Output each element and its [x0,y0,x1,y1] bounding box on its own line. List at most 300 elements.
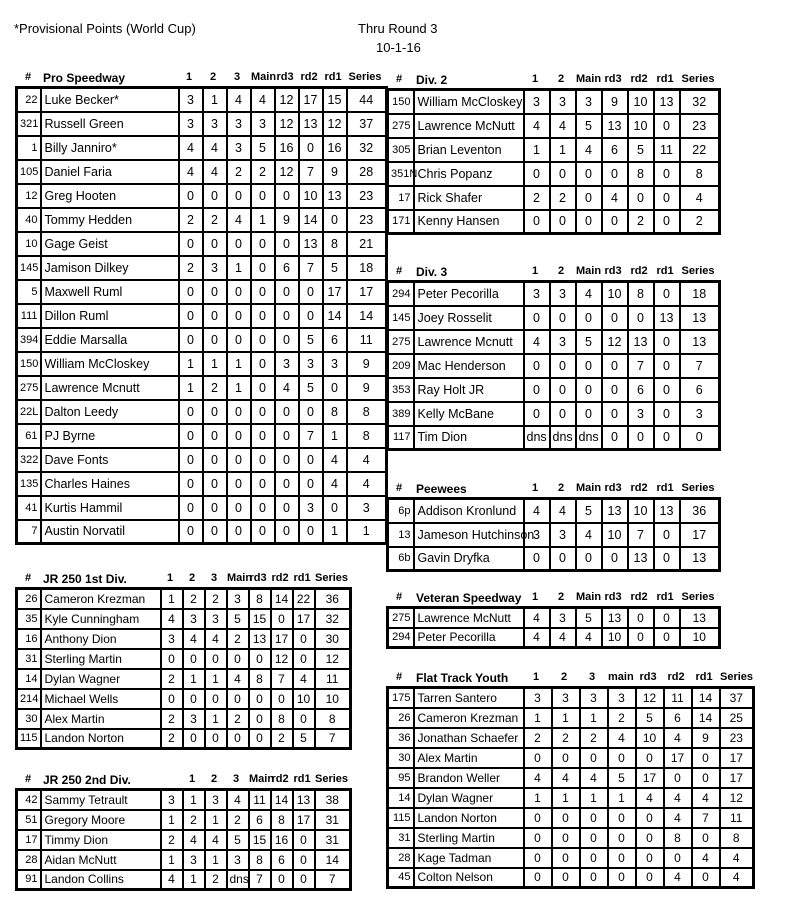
points-cell: 1 [205,709,227,729]
column-header: main [608,671,634,683]
rider-number: 91 [17,870,41,890]
points-cell: 0 [299,280,323,304]
points-cell: 0 [275,472,299,496]
rider-name: Kurtis Hammil [41,496,179,520]
points-cell: 11 [720,808,754,828]
points-cell: 14 [271,790,293,810]
standings-table [386,280,721,451]
column-header: 3 [232,773,240,785]
points-cell: 13 [680,608,720,628]
points-cell: 12 [275,112,299,136]
points-cell: 0 [628,608,654,628]
points-cell: 3 [161,629,183,649]
points-cell: 0 [183,689,205,709]
points-cell: 0 [636,748,664,768]
section-veteran-speedway [386,588,721,649]
points-cell: 5 [628,138,654,162]
column-header: rd3 [249,572,267,584]
rider-name: Mac Henderson [414,354,524,378]
rider-name: Colton Nelson [414,868,524,888]
points-cell: 4 [323,448,347,472]
points-cell: 4 [275,376,299,400]
points-cell: 0 [323,208,347,232]
points-cell: 17 [347,280,387,304]
rider-number: 145 [17,256,41,280]
points-cell: 3 [552,688,580,708]
points-cell: 0 [654,354,680,378]
points-cell: 0 [628,426,654,450]
points-cell: 10 [628,499,654,523]
rider-name: Gavin Dryfka [414,547,524,571]
points-cell: 11 [347,328,387,352]
column-header: rd1 [695,671,713,683]
points-cell: 36 [680,499,720,523]
points-cell: 4 [692,848,720,868]
rider-number: 45 [388,868,414,888]
rider-name: PJ Byrne [41,424,179,448]
rider-name: Jameson Hutchinson [414,523,524,547]
points-cell: 4 [664,808,692,828]
points-cell: 0 [602,402,628,426]
points-cell: 0 [227,328,251,352]
points-cell: 3 [251,112,275,136]
rider-name: Peter Pecorilla [414,282,524,306]
points-cell: 1 [347,520,387,544]
standings-table [386,686,755,889]
standings-table [15,788,352,891]
points-cell: 2 [179,256,203,280]
rider-number: 6p [388,499,414,523]
rider-name: Dave Fonts [41,448,179,472]
rider-number: 26 [388,708,414,728]
rider-name: Luke Becker* [41,88,179,112]
column-header: Main [249,773,275,785]
points-cell: 0 [205,649,227,669]
points-cell: 14 [323,304,347,328]
points-cell: 0 [179,280,203,304]
points-cell: 0 [580,808,608,828]
column-header: rd2 [300,71,318,83]
points-cell: 2 [161,830,183,850]
section-title: Peewees [416,482,467,496]
points-cell: 2 [552,728,580,748]
points-cell: 0 [608,828,636,848]
rider-name: Peter Pecorilla [414,628,524,648]
points-cell: 0 [275,448,299,472]
points-cell: 0 [323,376,347,400]
points-cell: 0 [576,378,602,402]
points-cell: 0 [654,162,680,186]
points-cell: 12 [602,330,628,354]
date-label: 10-1-16 [376,40,421,55]
points-cell: 0 [654,547,680,571]
points-cell: 3 [203,112,227,136]
points-cell: 4 [227,208,251,232]
hash-header: # [25,572,32,584]
points-cell: 5 [299,376,323,400]
column-header: rd1 [656,73,674,85]
points-cell: 3 [299,496,323,520]
column-header: 3 [588,671,596,683]
points-cell: 0 [608,848,636,868]
points-cell: 0 [251,352,275,376]
points-cell: 0 [654,210,680,234]
points-cell: 0 [275,304,299,328]
points-cell: 0 [524,808,552,828]
points-cell: 9 [347,352,387,376]
column-header: 2 [557,73,565,85]
section-jr250-2nd-div [15,770,352,891]
points-cell: 4 [203,160,227,184]
rider-number: 6b [388,547,414,571]
points-cell: 18 [347,256,387,280]
section-header [15,770,349,788]
rider-number: 353 [388,378,414,402]
table-row [388,728,754,748]
column-header: 1 [532,671,540,683]
column-header: 3 [210,572,218,584]
points-cell: 0 [179,304,203,328]
points-cell: 10 [602,628,628,648]
points-cell: 0 [251,472,275,496]
points-cell: 0 [275,328,299,352]
points-cell: 5 [251,136,275,160]
column-header: rd3 [276,71,294,83]
points-cell: 1 [161,589,183,609]
rider-name: Dylan Wagner [414,788,524,808]
points-cell: 3 [203,256,227,280]
points-cell: 0 [636,848,664,868]
table-row [17,160,387,184]
rider-number: 41 [17,496,41,520]
column-header: rd2 [271,572,289,584]
points-cell: 3 [179,88,203,112]
points-cell: 17 [299,88,323,112]
points-cell: 0 [227,184,251,208]
points-cell: 3 [608,688,636,708]
points-cell: 0 [692,868,720,888]
points-cell: 0 [275,520,299,544]
points-cell: 13 [299,112,323,136]
points-cell: 0 [179,184,203,208]
points-cell: 0 [179,520,203,544]
rider-number: 322 [17,448,41,472]
points-cell: 8 [347,400,387,424]
rider-number: 105 [17,160,41,184]
points-cell: 2 [161,729,183,749]
rider-name: Timmy Dion [41,830,161,850]
table-row [17,208,387,232]
points-cell: 0 [227,304,251,328]
table-row [17,136,387,160]
table-row [17,232,387,256]
points-cell: 11 [664,688,692,708]
points-cell: 1 [227,352,251,376]
points-cell: 3 [524,282,550,306]
points-cell: 0 [636,868,664,888]
points-cell: 1 [179,376,203,400]
points-cell: 0 [654,628,680,648]
points-cell: 0 [251,520,275,544]
column-header: Main [576,591,602,603]
points-cell: 2 [205,589,227,609]
table-row [17,790,351,810]
rider-name: Brandon Weller [414,768,524,788]
table-row [388,162,720,186]
rider-name: Aidan McNutt [41,850,161,870]
column-header: rd1 [293,773,311,785]
rider-number: 305 [388,138,414,162]
rider-name: Sammy Tetrault [41,790,161,810]
rider-number: 111 [17,304,41,328]
points-cell: 13 [654,90,680,114]
points-cell: 12 [720,788,754,808]
column-header: Main [576,73,602,85]
points-cell: 30 [315,629,351,649]
points-cell: 3 [347,496,387,520]
points-cell: 0 [680,426,720,450]
points-cell: 11 [315,669,351,689]
points-cell: 0 [636,808,664,828]
points-cell: 4 [692,788,720,808]
column-header: Main [227,572,253,584]
points-cell: 0 [203,304,227,328]
points-cell: 0 [602,426,628,450]
hash-header: # [25,773,32,785]
points-cell: 0 [550,162,576,186]
points-cell: 15 [249,830,271,850]
points-cell: 1 [323,520,347,544]
rider-number: 7 [17,520,41,544]
points-cell: 0 [654,282,680,306]
points-cell: 0 [183,649,205,669]
points-cell: dns [227,870,249,890]
points-cell: 4 [183,629,205,649]
points-cell: 13 [602,499,628,523]
table-row [388,523,720,547]
section-title: Pro Speedway [43,71,126,85]
rider-number: 14 [17,669,41,689]
points-cell: 0 [251,448,275,472]
column-header: rd3 [639,671,657,683]
points-cell: 5 [293,729,315,749]
points-cell: 10 [636,728,664,748]
points-cell: 23 [347,208,387,232]
points-cell: 1 [608,788,636,808]
table-row [388,808,754,828]
points-cell: 0 [251,424,275,448]
points-cell: 4 [524,330,550,354]
points-cell: 0 [227,472,251,496]
points-cell: 23 [680,114,720,138]
table-row [17,689,351,709]
points-cell: 7 [299,160,323,184]
rider-name: Rick Shafer [414,186,524,210]
points-cell: 3 [580,688,608,708]
points-cell: 15 [249,609,271,629]
rider-number: 30 [17,709,41,729]
points-cell: 0 [227,232,251,256]
table-row [17,850,351,870]
rider-number: 117 [388,426,414,450]
points-cell: 0 [293,629,315,649]
points-cell: 17 [323,280,347,304]
rider-name: Michael Wells [41,689,161,709]
points-cell: 3 [227,112,251,136]
rider-number: 40 [17,208,41,232]
points-cell: 4 [179,136,203,160]
rider-name: Gregory Moore [41,810,161,830]
rider-number: 145 [388,306,414,330]
points-cell: 13 [249,629,271,649]
points-cell: 4 [203,136,227,160]
points-cell: 7 [299,256,323,280]
column-header: 1 [188,773,196,785]
points-cell: 3 [524,523,550,547]
table-row [17,400,387,424]
table-row [388,114,720,138]
points-cell: 4 [680,186,720,210]
rider-number: 321 [17,112,41,136]
rider-name: Eddie Marsalla [41,328,179,352]
points-cell: 0 [524,354,550,378]
points-cell: 4 [608,728,636,748]
points-cell: 1 [552,788,580,808]
points-cell: 14 [271,589,293,609]
points-cell: 0 [275,184,299,208]
points-cell: 3 [183,609,205,629]
rider-number: 389 [388,402,414,426]
points-cell: 10 [299,184,323,208]
points-cell: 2 [680,210,720,234]
points-cell: 4 [323,472,347,496]
points-cell: 0 [203,280,227,304]
points-cell: 0 [179,472,203,496]
hash-header: # [396,265,403,277]
column-header: rd1 [324,71,342,83]
points-cell: 7 [315,729,351,749]
points-cell: 0 [299,448,323,472]
points-cell: dns [524,426,550,450]
rider-name: Tommy Hedden [41,208,179,232]
points-cell: 2 [183,810,205,830]
column-header: rd1 [656,482,674,494]
points-cell: 13 [602,608,628,628]
rider-number: 10 [17,232,41,256]
points-cell: 1 [524,708,552,728]
points-cell: 4 [524,628,550,648]
points-cell: 4 [205,830,227,850]
points-cell: 12 [315,649,351,669]
points-cell: 2 [227,160,251,184]
points-cell: 2 [608,708,636,728]
points-cell: 12 [323,112,347,136]
points-cell: 17 [720,748,754,768]
rider-name: Kyle Cunningham [41,609,161,629]
points-cell: 0 [161,689,183,709]
points-cell: 12 [275,88,299,112]
table-row [388,499,720,523]
points-cell: 17 [293,810,315,830]
points-cell: 0 [293,830,315,850]
points-cell: 4 [550,499,576,523]
hash-header: # [396,73,403,85]
column-header: 2 [560,671,568,683]
rider-number: 394 [17,328,41,352]
points-cell: 0 [524,547,550,571]
points-cell: 3 [550,608,576,628]
points-cell: 0 [552,848,580,868]
points-cell: 15 [323,88,347,112]
points-cell: 0 [524,378,550,402]
points-cell: 0 [654,426,680,450]
points-cell: 16 [275,136,299,160]
points-cell: 25 [720,708,754,728]
points-cell: 4 [524,499,550,523]
points-cell: 0 [580,748,608,768]
table-row [388,306,720,330]
standings-table [386,88,721,235]
table-row [388,282,720,306]
column-header: Series [720,671,754,683]
points-cell: 0 [654,402,680,426]
rider-number: 31 [388,828,414,848]
points-cell: 0 [628,186,654,210]
table-row [388,848,754,868]
points-cell: 0 [271,870,293,890]
rider-name: Brian Leventon [414,138,524,162]
rider-name: Landon Norton [414,808,524,828]
rider-number: 275 [388,608,414,628]
points-cell: 0 [550,306,576,330]
points-cell: 4 [293,669,315,689]
section-header [386,668,752,686]
rider-number: 42 [17,790,41,810]
rider-name: Dylan Wagner [41,669,161,689]
table-row [17,729,351,749]
table-row [388,186,720,210]
rider-number: 95 [388,768,414,788]
table-row [17,88,387,112]
points-cell: 10 [680,628,720,648]
rider-number: 36 [388,728,414,748]
rider-name: Billy Janniro* [41,136,179,160]
points-cell: 3 [550,523,576,547]
points-cell: 9 [275,208,299,232]
points-cell: 3 [227,589,249,609]
points-cell: 0 [251,304,275,328]
points-cell: 1 [183,669,205,689]
rider-number: 35 [17,609,41,629]
points-cell: 0 [271,609,293,629]
rider-name: Anthony Dion [41,629,161,649]
rider-name: Landon Norton [41,729,161,749]
points-cell: 0 [227,689,249,709]
rider-name: Jamison Dilkey [41,256,179,280]
points-cell: 4 [552,768,580,788]
points-cell: 44 [347,88,387,112]
points-cell: 13 [654,306,680,330]
points-cell: 7 [299,424,323,448]
points-cell: 0 [299,472,323,496]
points-cell: 14 [299,208,323,232]
points-cell: 0 [251,184,275,208]
points-cell: 0 [203,448,227,472]
points-cell: 10 [315,689,351,709]
column-header: Series [681,265,715,277]
points-cell: 3 [183,850,205,870]
points-cell: 0 [576,162,602,186]
